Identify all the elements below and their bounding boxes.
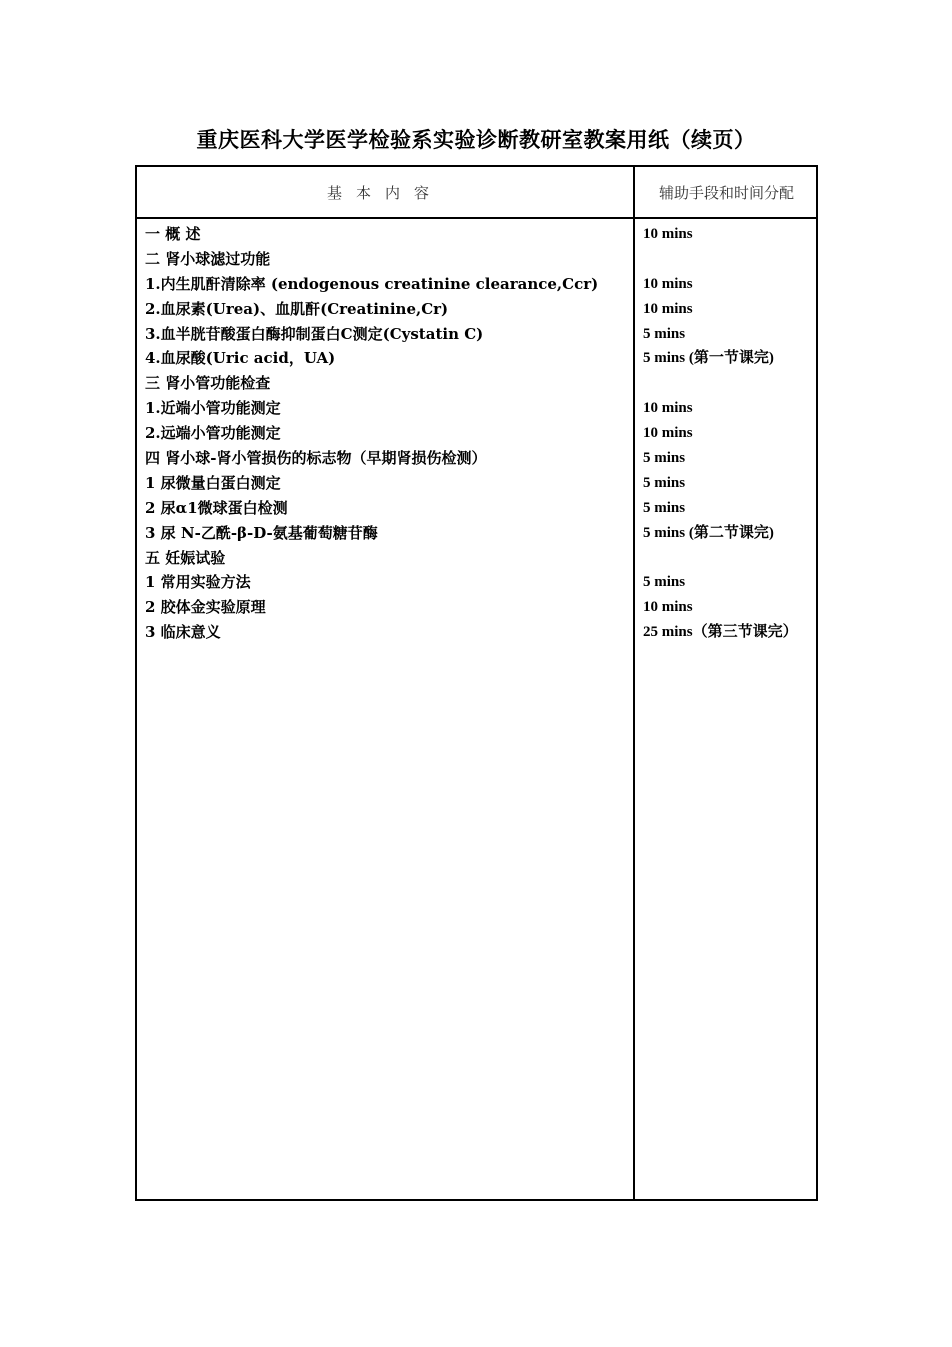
header-content: 基本内容 [326, 183, 443, 202]
time-row [643, 546, 815, 571]
content-row: 3 尿 N-乙酰-β-D-氨基葡萄糖苷酶 [145, 523, 378, 542]
content-row: 3 临床意义 [145, 623, 221, 642]
time-row: 5 mins [643, 499, 686, 516]
time-row: 5 mins (第一节课完) [643, 350, 774, 367]
content-row: 四 肾小球-肾小管损伤的标志物（早期肾损伤检测） [145, 449, 487, 468]
time-row: 5 mins [643, 325, 686, 342]
content-row: 1 尿微量白蛋白测定 [145, 473, 281, 492]
time-row: 5 mins [643, 474, 686, 491]
time-row: 5 mins (第二节课完) [643, 524, 774, 541]
header-time-allocation: 辅助手段和时间分配 [658, 183, 794, 202]
content-row: 二 肾小球滤过功能 [145, 249, 271, 268]
content-row: 三 肾小管功能检查 [145, 374, 271, 393]
time-row: 25 mins（第三节课完） [643, 624, 798, 641]
lesson-plan-table [135, 165, 818, 1201]
content-row: 2.血尿素(Urea)、血肌酐(Creatinine,Cr) [145, 299, 449, 318]
time-row: 5 mins [643, 450, 686, 467]
content-row: 一 概 述 [145, 225, 201, 243]
content-row: 1.近端小管功能测定 [145, 399, 281, 418]
content-row: 2 尿α1微球蛋白检测 [145, 498, 288, 517]
time-row: 10 mins [643, 425, 693, 442]
time-row: 10 mins [643, 226, 693, 242]
content-row: 2 胶体金实验原理 [145, 598, 266, 617]
content-row: 五 妊娠试验 [145, 548, 226, 567]
content-row: 3.血半胱苷酸蛋白酶抑制蛋白C测定(Cystatin C) [145, 324, 484, 343]
content-column [145, 222, 629, 645]
header-divider [137, 217, 816, 219]
time-column [643, 222, 815, 645]
time-row: 10 mins [643, 400, 693, 417]
content-row: 1.内生肌酐清除率 (endogenous creatinine clearance,Ccr) [145, 274, 599, 293]
content-row: 2.远端小管功能测定 [145, 424, 281, 443]
time-row [643, 371, 815, 396]
column-divider [633, 167, 635, 1199]
page-title: 重庆医科大学医学检验系实验诊断教研室教案用纸（续页） [196, 127, 756, 152]
time-row [643, 247, 815, 272]
time-row: 10 mins [643, 300, 693, 317]
content-row: 1 常用实验方法 [145, 573, 251, 592]
time-row: 10 mins [643, 275, 693, 292]
time-row: 10 mins [643, 599, 693, 616]
time-row: 5 mins [643, 574, 686, 591]
content-row: 4.血尿酸(Uric acid，UA) [145, 349, 336, 368]
